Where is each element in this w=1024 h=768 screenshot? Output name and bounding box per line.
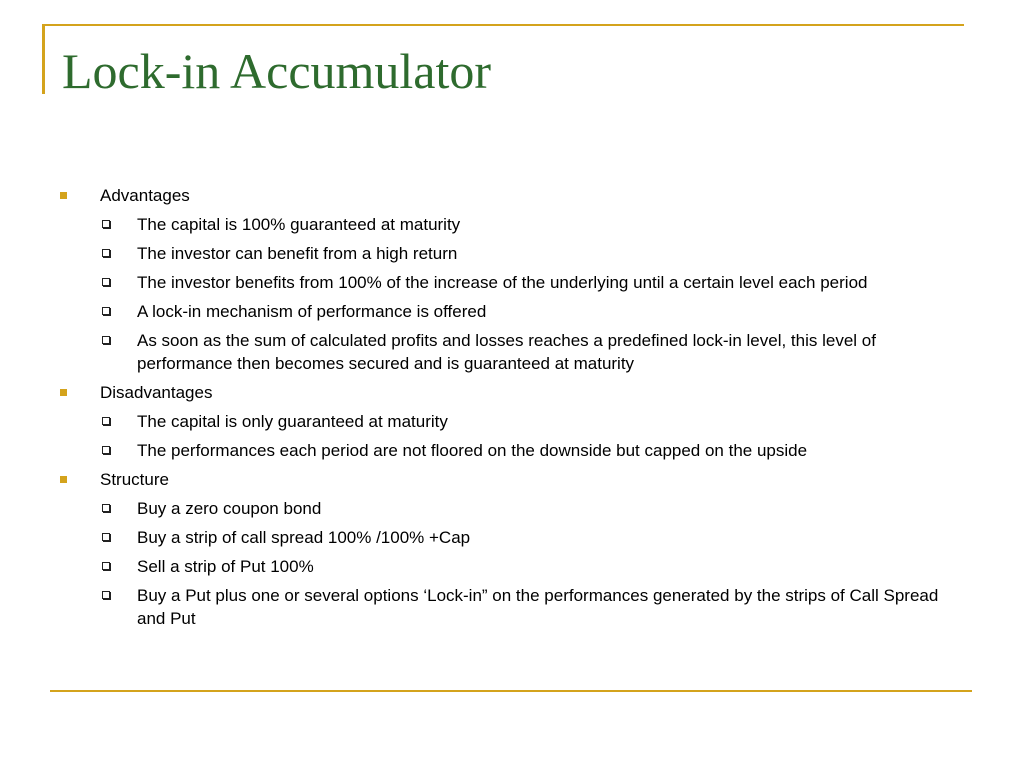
list-item-text: The capital is 100% guaranteed at maturity: [137, 215, 461, 234]
hollow-square-bullet-icon: [102, 307, 110, 315]
section-heading-label: Disadvantages: [100, 383, 213, 402]
list-item: [60, 497, 960, 520]
list-item: [60, 410, 960, 433]
hollow-square-bullet-icon: [102, 278, 110, 286]
section-heading-label: Structure: [100, 470, 169, 489]
slide-title: Lock-in Accumulator: [62, 43, 492, 99]
section-heading-disadvantages: [60, 381, 960, 404]
slide-content: [60, 184, 960, 636]
list-item-text: A lock-in mechanism of performance is offered: [137, 302, 487, 321]
frame-vertical-line: [42, 24, 45, 94]
section-heading-structure: [60, 468, 960, 491]
list-item: [60, 439, 960, 462]
list-item-text: Buy a strip of call spread 100% /100% +Cap: [137, 528, 471, 547]
list-item-text: The investor can benefit from a high return: [137, 244, 458, 263]
frame-bottom-line: [50, 690, 972, 692]
section-heading-advantages: [60, 184, 960, 207]
square-bullet-icon: [60, 192, 67, 199]
list-item: [60, 329, 960, 375]
list-item-text: The performances each period are not floored on the downside but capped on the upside: [137, 441, 808, 460]
list-item-text: The capital is only guaranteed at maturity: [137, 412, 448, 431]
list-item-text: Buy a Put plus one or several options ‘Lock-in” on the performances generated by the strips of Call Spread and Put: [137, 586, 939, 628]
square-bullet-icon: [60, 476, 67, 483]
hollow-square-bullet-icon: [102, 336, 110, 344]
list-item-text: As soon as the sum of calculated profits and losses reaches a predefined lock-in level, this level of performance then becomes secured and is guaranteed at maturity: [137, 331, 876, 373]
list-item: [60, 526, 960, 549]
list-item: [60, 271, 960, 294]
hollow-square-bullet-icon: [102, 591, 110, 599]
list-item: [60, 300, 960, 323]
list-item: [60, 242, 960, 265]
list-item: [60, 584, 960, 630]
square-bullet-icon: [60, 389, 67, 396]
hollow-square-bullet-icon: [102, 220, 110, 228]
list-item-text: The investor benefits from 100% of the increase of the underlying until a certain level each period: [137, 273, 868, 292]
hollow-square-bullet-icon: [102, 562, 110, 570]
hollow-square-bullet-icon: [102, 446, 110, 454]
section-heading-label: Advantages: [100, 186, 190, 205]
list-item: [60, 213, 960, 236]
hollow-square-bullet-icon: [102, 417, 110, 425]
hollow-square-bullet-icon: [102, 249, 110, 257]
frame-top-line: [42, 24, 964, 26]
list-item-text: Buy a zero coupon bond: [137, 499, 322, 518]
hollow-square-bullet-icon: [102, 504, 110, 512]
list-item-text: Sell a strip of Put 100%: [137, 557, 314, 576]
hollow-square-bullet-icon: [102, 533, 110, 541]
list-item: [60, 555, 960, 578]
